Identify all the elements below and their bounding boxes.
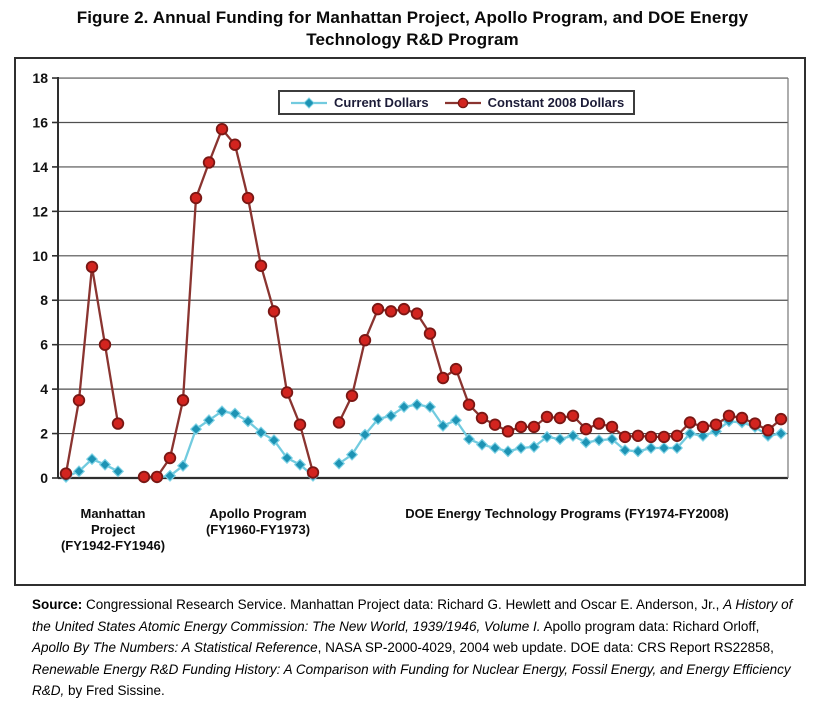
group-label-line: (FY1960-FY1973) <box>205 522 311 537</box>
legend-label-current-dollars: Current Dollars <box>334 95 429 110</box>
y-tick-label: 4 <box>40 381 48 398</box>
source-text-segment: , NASA SP-2000-4029, 2004 web update. DOE data: CRS Report RS22858, <box>317 640 774 655</box>
source-text-segment: Congressional Research Service. Manhattan Project data: Richard G. Hewlett and Oscar E. Anderson, Jr., <box>82 597 724 612</box>
marker-circle-constant-2008-dollars <box>360 335 371 346</box>
marker-diamond-current-dollars <box>230 408 240 418</box>
legend-item-constant-2008-dollars <box>443 95 625 110</box>
marker-circle-constant-2008-dollars <box>672 430 683 441</box>
marker-circle-constant-2008-dollars <box>750 418 761 429</box>
series-line-current-dollars <box>144 411 313 477</box>
marker-circle-constant-2008-dollars <box>243 193 254 204</box>
marker-circle-constant-2008-dollars <box>620 432 631 443</box>
marker-circle-constant-2008-dollars <box>191 193 202 204</box>
y-tick-label: 8 <box>40 292 48 309</box>
source-text-segment: Apollo program data: Richard Orloff, <box>540 618 760 634</box>
marker-circle-constant-2008-dollars <box>308 467 319 478</box>
marker-circle-constant-2008-dollars <box>568 410 579 421</box>
marker-diamond-current-dollars <box>503 446 513 456</box>
marker-circle-constant-2008-dollars <box>165 453 176 464</box>
group-label-manhattan-project <box>61 506 165 554</box>
source-text-segment: A History of the United States Atomic Energy Commission: The New World, 1939/1946, Volume I. <box>32 597 793 634</box>
marker-circle-constant-2008-dollars <box>659 432 670 443</box>
series-line-constant-2008-dollars <box>66 267 118 474</box>
marker-diamond-current-dollars <box>412 399 422 409</box>
marker-diamond-current-dollars <box>490 443 500 453</box>
y-tick-label: 2 <box>40 425 48 442</box>
legend-swatch-shape <box>458 98 467 107</box>
legend-label-constant-2008-dollars: Constant 2008 Dollars <box>487 95 625 110</box>
marker-circle-constant-2008-dollars <box>516 422 527 433</box>
y-tick-label: 0 <box>40 470 48 486</box>
marker-circle-constant-2008-dollars <box>464 399 475 410</box>
y-tick-label: 18 <box>32 70 48 87</box>
figure-title: Figure 2. Annual Funding for Manhattan Project, Apollo Program, and DOE Energy Technology R&D Program <box>76 8 749 49</box>
marker-diamond-current-dollars <box>594 435 604 445</box>
marker-diamond-current-dollars <box>113 466 123 476</box>
y-tick-label: 6 <box>40 336 48 353</box>
marker-diamond-current-dollars <box>646 443 656 453</box>
marker-circle-constant-2008-dollars <box>698 422 709 433</box>
marker-circle-constant-2008-dollars <box>607 422 618 433</box>
marker-circle-constant-2008-dollars <box>633 430 644 441</box>
marker-circle-constant-2008-dollars <box>334 417 345 428</box>
marker-circle-constant-2008-dollars <box>74 395 85 406</box>
group-label-line: Apollo Program <box>209 506 307 521</box>
marker-circle-constant-2008-dollars <box>204 157 215 168</box>
marker-circle-constant-2008-dollars <box>711 419 722 430</box>
marker-circle-constant-2008-dollars <box>230 139 241 150</box>
y-tick-label: 16 <box>32 114 48 131</box>
marker-diamond-current-dollars <box>100 459 110 469</box>
marker-circle-constant-2008-dollars <box>438 373 449 384</box>
group-label-line: Project <box>90 522 136 537</box>
marker-circle-constant-2008-dollars <box>113 418 124 429</box>
marker-circle-constant-2008-dollars <box>256 260 267 271</box>
marker-circle-constant-2008-dollars <box>373 304 384 315</box>
marker-circle-constant-2008-dollars <box>724 410 735 421</box>
marker-circle-constant-2008-dollars <box>646 432 657 443</box>
marker-circle-constant-2008-dollars <box>594 418 605 429</box>
y-tick-label: 10 <box>32 247 48 264</box>
marker-circle-constant-2008-dollars <box>100 339 111 350</box>
marker-circle-constant-2008-dollars <box>399 304 410 315</box>
y-tick-label: 12 <box>32 203 48 220</box>
marker-diamond-current-dollars <box>581 437 591 447</box>
marker-circle-constant-2008-dollars <box>555 413 566 424</box>
source-text-segment: Source: <box>32 597 83 612</box>
y-tick-label: 14 <box>32 158 48 175</box>
marker-circle-constant-2008-dollars <box>529 422 540 433</box>
group-label-line: Manhattan <box>80 506 146 521</box>
source-text-segment: Renewable Energy R&D Funding History: A Comparison with Funding for Nuclear Energy, Fossil Energy, and Energy Efficiency R&D, <box>32 661 791 698</box>
series-line-constant-2008-dollars <box>144 129 313 477</box>
marker-circle-constant-2008-dollars <box>347 390 358 401</box>
marker-diamond-current-dollars <box>555 434 565 444</box>
marker-circle-constant-2008-dollars <box>451 364 462 375</box>
marker-diamond-current-dollars <box>568 431 578 441</box>
group-label-line: (FY1942-FY1946) <box>60 538 166 553</box>
marker-diamond-current-dollars <box>659 443 669 453</box>
marker-diamond-current-dollars <box>477 439 487 449</box>
marker-circle-constant-2008-dollars <box>61 468 72 479</box>
marker-circle-constant-2008-dollars <box>282 387 293 398</box>
marker-diamond-current-dollars <box>633 446 643 456</box>
marker-circle-constant-2008-dollars <box>386 306 397 317</box>
marker-circle-constant-2008-dollars <box>412 308 423 319</box>
legend-swatch-shape <box>304 98 314 108</box>
marker-circle-constant-2008-dollars <box>139 472 150 483</box>
marker-circle-constant-2008-dollars <box>776 414 787 425</box>
marker-circle-constant-2008-dollars <box>503 426 514 437</box>
marker-circle-constant-2008-dollars <box>542 412 553 423</box>
marker-circle-constant-2008-dollars <box>295 419 306 430</box>
marker-circle-constant-2008-dollars <box>685 417 696 428</box>
chart-legend <box>278 90 635 115</box>
source-text-segment: by Fred Sissine. <box>64 683 165 698</box>
source-text-segment: Apollo By The Numbers: A Statistical Reference <box>32 640 318 655</box>
marker-circle-constant-2008-dollars <box>178 395 189 406</box>
marker-circle-constant-2008-dollars <box>737 413 748 424</box>
marker-circle-constant-2008-dollars <box>217 124 228 135</box>
marker-circle-constant-2008-dollars <box>490 419 501 430</box>
marker-circle-constant-2008-dollars <box>477 413 488 424</box>
source-note <box>32 594 798 702</box>
group-label-apollo-program <box>206 506 310 538</box>
marker-circle-constant-2008-dollars <box>581 424 592 435</box>
marker-diamond-current-dollars <box>516 443 526 453</box>
marker-circle-constant-2008-dollars <box>152 472 163 483</box>
constant-2008-dollars-line-circle-icon <box>443 96 483 110</box>
current-dollars-line-diamond-icon <box>289 96 329 110</box>
marker-diamond-current-dollars <box>776 428 786 438</box>
marker-circle-constant-2008-dollars <box>87 262 98 273</box>
group-label-line: DOE Energy Technology Programs (FY1974-FY2008) <box>405 506 729 521</box>
legend-item-current-dollars <box>289 95 429 110</box>
marker-circle-constant-2008-dollars <box>763 425 774 436</box>
marker-circle-constant-2008-dollars <box>425 328 436 339</box>
marker-circle-constant-2008-dollars <box>269 306 280 317</box>
group-label-doe-energy-programs <box>405 506 728 522</box>
